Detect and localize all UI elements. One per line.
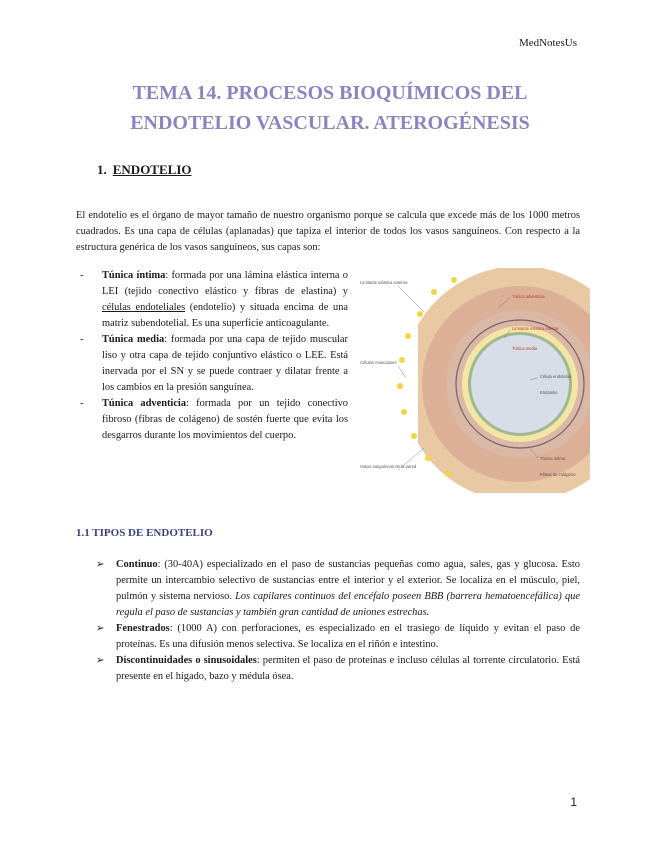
title-line-1: TEMA 14. PROCESOS BIOQUÍMICOS DEL — [132, 82, 528, 104]
page-number: 1 — [570, 795, 577, 809]
label-left-2: Células musculares — [360, 360, 397, 365]
item-text: : (30-40A) especializado en el paso de sustancias pequeñas como agua, sales, gas y glucosa. Esto permite un intercambio selectivo de sustancias entre el interior y el exterior. Se localiza en el músculo, piel, pulmón y sistema nervioso. — [116, 559, 580, 602]
list-item — [76, 332, 348, 396]
term: Túnica adventicia — [102, 398, 187, 409]
arrow-bullet-icon: ➢ — [96, 559, 105, 570]
item-text: : permiten el paso de proteínas e incluso células al torrente circulatorio. Está presente en el hígado, bazo y médula ósea. — [116, 655, 580, 682]
dash-bullet: - — [80, 398, 84, 409]
item-text: : formada por un tejido conectivo fibroso (fibras de colágeno) de sostén fuerte que evita los desgarros durante los movimientos del cuerpo. — [102, 398, 348, 441]
section-heading — [97, 162, 192, 178]
term: Fenestrados — [116, 623, 170, 634]
list-item — [76, 396, 348, 444]
underlined-term: células endoteliales — [102, 302, 186, 313]
italic-note: Los capilares continuos del encéfalo poseen BBB (barrera hematoencefálica) que regula el paso de sustancias y también gran cantidad de uniones estrechas. — [116, 591, 580, 618]
label-left-3: Vasos sanguíneos de la pared — [360, 464, 417, 469]
header-brand: MedNotesUs — [518, 37, 577, 49]
page-title — [60, 78, 600, 138]
list-item — [96, 653, 580, 685]
term: Continuo — [116, 559, 158, 570]
label-right-4: Fibras de colágeno — [540, 472, 576, 477]
label-right-red-3: Túnica media — [512, 346, 538, 351]
item-text: (endotelio) y situada encima de una matriz subendotelial. Es una superficie anticoagulante. — [102, 302, 349, 329]
label-right-red-2: Limitante elástica interna — [512, 326, 559, 331]
item-text: : (1000 A) con perforaciones, es especializado en el trasiego de líquido y evitan el paso de proteínas. Es una difusión menos selectiva. Se localiza en el riñón e intestino. — [116, 623, 580, 650]
list-item — [96, 621, 580, 653]
term: Túnica íntima — [102, 270, 166, 281]
intro-paragraph: El endotelio es el órgano de mayor tamaño de nuestro organismo porque se calcula que excede más de los 1000 metros cuadrados. Es una capa de células (aplanadas) que tapiza el interior de todos los vasos sanguíneos. Con respecto a la estructura genérica de los vasos sanguíneos, sus capas son: — [76, 210, 580, 253]
label-right-3: Túnica íntima — [540, 456, 566, 461]
section-title: ENDOTELIO — [112, 162, 192, 177]
label-right-1: Célula endotelial — [540, 374, 571, 379]
list-item — [96, 557, 580, 621]
subsection-heading: 1.1 TIPOS DE ENDOTELIO — [76, 527, 213, 539]
label-right-2: Endotelio — [540, 390, 558, 395]
arrow-bullet-icon: ➢ — [96, 623, 105, 634]
list-item — [76, 268, 348, 332]
arrow-bullet-icon: ➢ — [96, 655, 105, 666]
dash-bullet: - — [80, 334, 84, 345]
term: Discontinuidades o sinusoidales — [116, 655, 257, 666]
layers-list — [76, 268, 348, 444]
vessel-wall-diagram — [358, 268, 590, 493]
item-text: : formada por una capa de tejido muscular liso y otra capa de tejido conjuntivo elástico o LEE. Está inervada por el SN y se puede contraer y dilatar frente a los cambios en la presión sanguínea. — [102, 334, 348, 393]
title-line-2: ENDOTELIO VASCULAR. ATEROGÉNESIS — [130, 112, 530, 134]
label-left-1: Limitante elástica externa — [360, 280, 408, 285]
dash-bullet: - — [80, 270, 84, 281]
item-text: : formada por una lámina elástica interna o LEI (tejido conectivo elástico y fibras de elastina) y — [102, 270, 348, 297]
term: Túnica media — [102, 334, 165, 345]
label-right-red-1: Túnica adventicia — [512, 294, 545, 299]
section-number: 1. — [97, 162, 107, 177]
endothelium-types-list — [96, 557, 580, 685]
